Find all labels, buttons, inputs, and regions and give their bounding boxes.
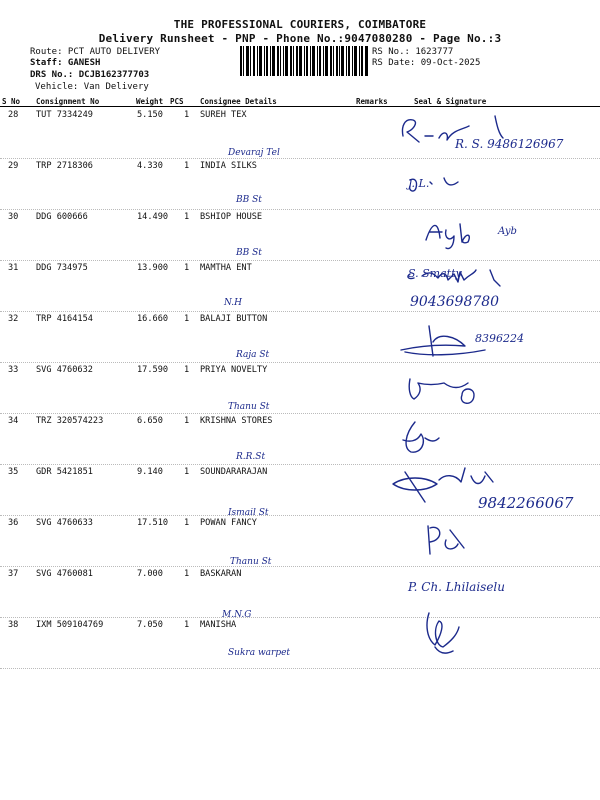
- phone-32: 8396224: [475, 332, 524, 345]
- row-divider: [0, 668, 600, 669]
- receiver-note: N.H: [224, 298, 243, 308]
- phone-31: 9043698780: [410, 294, 500, 310]
- receiver-note: BB St: [236, 195, 262, 205]
- receiver-note: Thanu St: [228, 402, 270, 412]
- receiver-note: BB St: [236, 248, 262, 258]
- row-sno: 30: [8, 212, 19, 222]
- receiver-note: Raja St: [236, 350, 270, 360]
- row-pcs: 1: [184, 263, 190, 273]
- row-sno: 32: [8, 314, 19, 324]
- staff-text: Staff: GANESH: [30, 58, 101, 68]
- row-consignee: BASKARAN: [200, 569, 242, 579]
- row-consignment: TUT 7334249: [36, 110, 93, 120]
- row-pcs: 1: [184, 365, 190, 375]
- row-consignee: BALAJI BUTTON: [200, 314, 268, 324]
- row-sno: 29: [8, 161, 19, 171]
- row-consignee: BSHIOP HOUSE: [200, 212, 263, 222]
- signature-28-text: R. S. 9486126967: [455, 137, 564, 151]
- row-divider: [0, 413, 600, 414]
- receiver-note: Ismail St: [228, 508, 269, 518]
- signature-29-text: J. L.: [408, 177, 430, 190]
- receiver-note: Sukra warpet: [228, 648, 291, 658]
- row-pcs: 1: [184, 416, 190, 426]
- column-header-sno: S No: [2, 97, 21, 106]
- row-weight: 7.050: [137, 620, 163, 630]
- row-sno: 38: [8, 620, 19, 630]
- row-weight: 16.660: [137, 314, 169, 324]
- row-pcs: 1: [184, 620, 190, 630]
- signature-30: [420, 212, 490, 252]
- row-sno: 33: [8, 365, 19, 375]
- row-consignee: POWAN FANCY: [200, 518, 257, 528]
- row-weight: 7.000: [137, 569, 163, 579]
- row-divider: [0, 515, 600, 516]
- signature-30-text: Ayb: [498, 226, 517, 237]
- column-header-consignment: Consignment No: [36, 97, 100, 106]
- rs-number: RS No.: 1623777: [372, 47, 454, 57]
- row-divider: [0, 311, 600, 312]
- row-consignment: TRP 2718306: [36, 161, 93, 171]
- row-weight: 14.490: [137, 212, 169, 222]
- row-pcs: 1: [184, 518, 190, 528]
- row-consignee: SOUNDARARAJAN: [200, 467, 268, 477]
- row-weight: 6.650: [137, 416, 163, 426]
- column-header-weight: Weight: [136, 97, 164, 106]
- signature-38: [415, 605, 475, 665]
- signature-31-text: S. Smatty: [408, 267, 462, 280]
- row-divider: [0, 566, 600, 567]
- signature-37-text: P. Ch. Lhilaiselu: [408, 580, 506, 594]
- row-sno: 37: [8, 569, 19, 579]
- row-consignment: SVG 4760632: [36, 365, 93, 375]
- company-title: THE PROFESSIONAL COURIERS, COIMBATORE: [173, 18, 427, 31]
- signature-34: [395, 412, 465, 462]
- row-sno: 31: [8, 263, 19, 273]
- column-header-consignee: Consignee Details: [200, 97, 277, 106]
- row-pcs: 1: [184, 314, 190, 324]
- row-pcs: 1: [184, 467, 190, 477]
- row-sno: 36: [8, 518, 19, 528]
- column-header-remarks: Remarks: [356, 97, 388, 106]
- row-consignment: GDR 5421851: [36, 467, 93, 477]
- row-pcs: 1: [184, 212, 190, 222]
- row-weight: 5.150: [137, 110, 163, 120]
- row-pcs: 1: [184, 161, 190, 171]
- row-sno: 35: [8, 467, 19, 477]
- barcode: [240, 46, 368, 76]
- row-consignee: MAMTHA ENT: [200, 263, 252, 273]
- row-consignment: SVG 4760081: [36, 569, 93, 579]
- row-consignment: DDG 734975: [36, 263, 88, 273]
- row-weight: 4.330: [137, 161, 163, 171]
- row-consignment: SVG 4760633: [36, 518, 93, 528]
- rs-date: RS Date: 09-Oct-2025: [372, 58, 481, 68]
- row-consignment: DDG 600666: [36, 212, 88, 222]
- header-divider: [0, 106, 600, 107]
- drs-text: DRS No.: DCJB162377703: [30, 70, 150, 80]
- runsheet-title: Delivery Runsheet - PNP - Phone No.:9047080280 - Page No.:3: [98, 32, 502, 45]
- route-text: Route: PCT AUTO DELIVERY: [30, 47, 161, 57]
- row-consignee: MANISHA: [200, 620, 237, 630]
- vehicle-text: Vehicle: Van Delivery: [35, 82, 149, 92]
- row-pcs: 1: [184, 110, 190, 120]
- row-sno: 28: [8, 110, 19, 120]
- receiver-note: Thanu St: [230, 557, 272, 567]
- row-consignment: TRP 4164154: [36, 314, 93, 324]
- row-consignee: INDIA SILKS: [200, 161, 257, 171]
- column-header-pcs: PCS: [170, 97, 184, 106]
- phone-35: 9842266067: [478, 494, 574, 512]
- row-divider: [0, 617, 600, 618]
- row-consignee: PRIYA NOVELTY: [200, 365, 268, 375]
- row-weight: 13.900: [137, 263, 169, 273]
- row-weight: 17.510: [137, 518, 169, 528]
- signature-33: [400, 365, 500, 415]
- row-weight: 17.590: [137, 365, 169, 375]
- receiver-note: Devaraj Tel: [228, 148, 280, 158]
- receiver-note: M.N.G: [222, 610, 252, 620]
- row-consignment: TRZ 320574223: [36, 416, 104, 426]
- row-weight: 9.140: [137, 467, 163, 477]
- row-divider: [0, 209, 600, 210]
- row-sno: 34: [8, 416, 19, 426]
- row-consignee: KRISHNA STORES: [200, 416, 273, 426]
- receiver-note: R.R.St: [236, 452, 266, 462]
- row-consignee: SUREH TEX: [200, 110, 247, 120]
- column-header-signature: Seal & Signature: [414, 97, 487, 106]
- row-consignment: IXM 509104769: [36, 620, 104, 630]
- row-pcs: 1: [184, 569, 190, 579]
- signature-36: [420, 518, 480, 568]
